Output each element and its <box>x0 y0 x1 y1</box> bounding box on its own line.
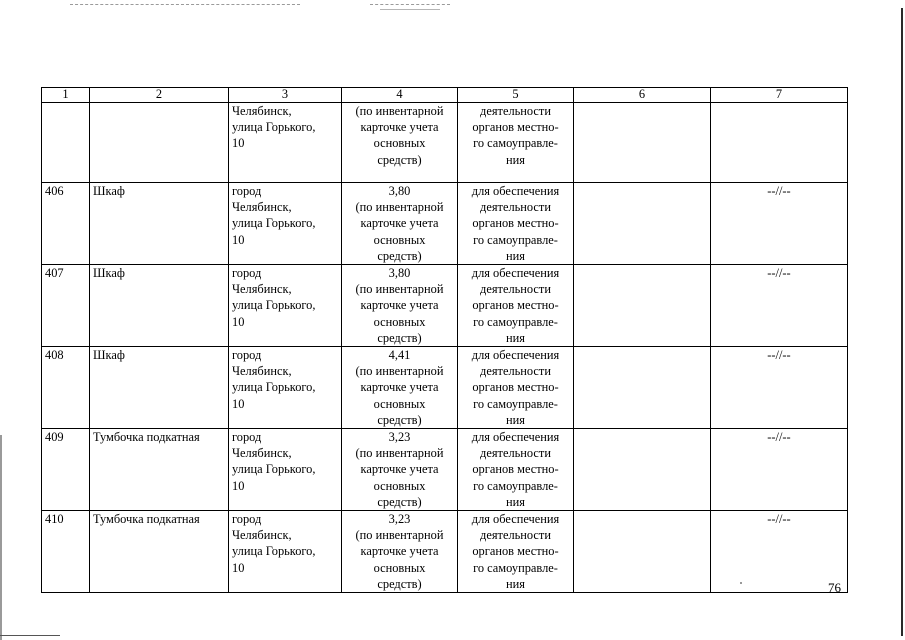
cell-item-number: 408 <box>42 347 90 429</box>
cell-column-6 <box>574 347 711 429</box>
scan-artifact-bottom-edge <box>0 635 60 636</box>
value-line: 4,41 <box>388 348 411 363</box>
purpose-line: органов местно- <box>472 120 559 135</box>
purpose-line: для обеспечения <box>471 430 560 445</box>
purpose-line: го самоуправле- <box>473 560 558 575</box>
value-line: основных <box>373 136 426 151</box>
cell-column-7: --//-- <box>711 347 848 429</box>
value-line: основных <box>373 232 426 247</box>
value-line: средств) <box>377 330 422 345</box>
value-line: основных <box>373 478 426 493</box>
cell-item-name: Шкаф <box>90 265 229 347</box>
value-line: 3,23 <box>388 512 411 527</box>
column-number-row <box>42 88 848 103</box>
value-line: основных <box>373 560 426 575</box>
address-line: 10 <box>232 478 245 493</box>
column-number: 5 <box>458 88 574 103</box>
purpose-line: го самоуправле- <box>473 478 558 493</box>
column-number: 6 <box>574 88 711 103</box>
cell-item-number <box>42 103 90 183</box>
address-line: улица Горького, <box>232 120 316 135</box>
address-line: 10 <box>232 314 245 329</box>
purpose-line: органов местно- <box>472 216 559 231</box>
value-line: (по инвентарной <box>355 282 444 297</box>
address-line: Челябинск, <box>232 528 292 543</box>
cell-purpose <box>458 265 574 347</box>
value-line: средств) <box>377 494 422 509</box>
column-number: 4 <box>342 88 458 103</box>
cell-item-name <box>90 103 229 183</box>
address-line: улица Горького, <box>232 462 316 477</box>
cell-purpose <box>458 429 574 511</box>
address-line: Челябинск, <box>232 104 292 118</box>
table-row <box>42 103 848 183</box>
address-line: 10 <box>232 560 245 575</box>
cell-item-number: 410 <box>42 511 90 593</box>
cell-column-6 <box>574 429 711 511</box>
address-line: улица Горького, <box>232 216 316 231</box>
purpose-line: ния <box>506 330 525 345</box>
value-line: 3,23 <box>388 430 411 445</box>
cell-item-name: Тумбочка подкатная <box>90 511 229 593</box>
scan-artifact-top-dash <box>70 4 300 5</box>
cell-column-7: --//-- <box>711 183 848 265</box>
page-number: 76 <box>828 580 841 595</box>
purpose-line: деятельности <box>480 104 551 118</box>
table-row <box>42 429 848 511</box>
purpose-line: ния <box>506 494 525 509</box>
cell-address <box>229 511 342 593</box>
value-line: средств) <box>377 152 422 167</box>
value-line: карточке учета <box>360 216 439 231</box>
cell-address <box>229 183 342 265</box>
purpose-line: ния <box>506 412 525 427</box>
value-line: (по инвентарной <box>355 104 444 118</box>
table-row <box>42 511 848 593</box>
cell-column-7 <box>711 103 848 183</box>
address-line: улица Горького, <box>232 544 316 559</box>
value-line: средств) <box>377 248 422 263</box>
column-number: 3 <box>229 88 342 103</box>
cell-purpose <box>458 511 574 593</box>
property-inventory-table <box>41 87 848 593</box>
scan-artifact-top-line <box>380 9 440 10</box>
cell-column-7: --//-- <box>711 511 848 593</box>
cell-address <box>229 347 342 429</box>
purpose-line: для обеспечения <box>471 184 560 198</box>
purpose-line: деятельности <box>480 528 551 543</box>
address-line: город <box>232 184 262 198</box>
cell-column-7: --//-- <box>711 429 848 511</box>
cell-column-6 <box>574 265 711 347</box>
value-line: карточке учета <box>360 544 439 559</box>
cell-item-number: 409 <box>42 429 90 511</box>
purpose-line: органов местно- <box>472 544 559 559</box>
cell-value <box>342 347 458 429</box>
purpose-line: го самоуправле- <box>473 314 558 329</box>
cell-item-name: Шкаф <box>90 347 229 429</box>
address-line: город <box>232 266 262 281</box>
address-line: Челябинск, <box>232 200 292 215</box>
value-line: карточке учета <box>360 120 439 135</box>
purpose-line: деятельности <box>480 446 551 461</box>
table-row <box>42 183 848 265</box>
address-line: 10 <box>232 396 245 411</box>
table-row <box>42 265 848 347</box>
value-line: карточке учета <box>360 380 439 395</box>
purpose-line: ния <box>506 576 525 591</box>
address-line: 10 <box>232 232 245 247</box>
address-line: Челябинск, <box>232 364 292 379</box>
address-line: Челябинск, <box>232 282 292 297</box>
cell-value <box>342 265 458 347</box>
value-line: 3,80 <box>388 266 411 281</box>
cell-column-6 <box>574 511 711 593</box>
value-line: (по инвентарной <box>355 528 444 543</box>
purpose-line: ния <box>506 152 525 167</box>
address-line: город <box>232 348 262 363</box>
column-number: 1 <box>42 88 90 103</box>
address-line: 10 <box>232 136 245 151</box>
purpose-line: органов местно- <box>472 298 559 313</box>
value-line: средств) <box>377 412 422 427</box>
cell-value <box>342 511 458 593</box>
scan-artifact-right-edge <box>901 8 903 636</box>
address-line: улица Горького, <box>232 380 316 395</box>
cell-item-number: 407 <box>42 265 90 347</box>
address-line: город <box>232 430 262 445</box>
column-number: 7 <box>711 88 848 103</box>
cell-column-7: --//-- <box>711 265 848 347</box>
purpose-line: деятельности <box>480 200 551 215</box>
address-line: город <box>232 512 262 527</box>
cell-address <box>229 103 342 183</box>
cell-item-name: Тумбочка подкатная <box>90 429 229 511</box>
cell-address <box>229 429 342 511</box>
purpose-line: для обеспечения <box>471 348 560 363</box>
cell-purpose <box>458 103 574 183</box>
address-line: Челябинск, <box>232 446 292 461</box>
value-line: (по инвентарной <box>355 364 444 379</box>
purpose-line: органов местно- <box>472 462 559 477</box>
column-number: 2 <box>90 88 229 103</box>
cell-item-number: 406 <box>42 183 90 265</box>
purpose-line: го самоуправле- <box>473 396 558 411</box>
cell-purpose <box>458 183 574 265</box>
purpose-line: го самоуправле- <box>473 232 558 247</box>
scan-artifact-left-edge <box>0 435 2 640</box>
cell-address <box>229 265 342 347</box>
purpose-line: органов местно- <box>472 380 559 395</box>
cell-purpose <box>458 347 574 429</box>
value-line: карточке учета <box>360 298 439 313</box>
value-line: карточке учета <box>360 462 439 477</box>
table-row <box>42 347 848 429</box>
purpose-line: го самоуправле- <box>473 136 558 151</box>
cell-value <box>342 183 458 265</box>
value-line: 3,80 <box>388 184 411 198</box>
cell-column-6 <box>574 183 711 265</box>
purpose-line: деятельности <box>480 364 551 379</box>
purpose-line: ния <box>506 248 525 263</box>
address-line: улица Горького, <box>232 298 316 313</box>
value-line: основных <box>373 314 426 329</box>
value-line: (по инвентарной <box>355 200 444 215</box>
purpose-line: деятельности <box>480 282 551 297</box>
purpose-line: для обеспечения <box>471 512 560 527</box>
cell-item-name: Шкаф <box>90 183 229 265</box>
cell-value <box>342 429 458 511</box>
value-line: средств) <box>377 576 422 591</box>
cell-value <box>342 103 458 183</box>
cell-column-6 <box>574 103 711 183</box>
purpose-line: для обеспечения <box>471 266 560 281</box>
value-line: (по инвентарной <box>355 446 444 461</box>
scan-artifact-top-dash <box>370 4 450 5</box>
value-line: основных <box>373 396 426 411</box>
